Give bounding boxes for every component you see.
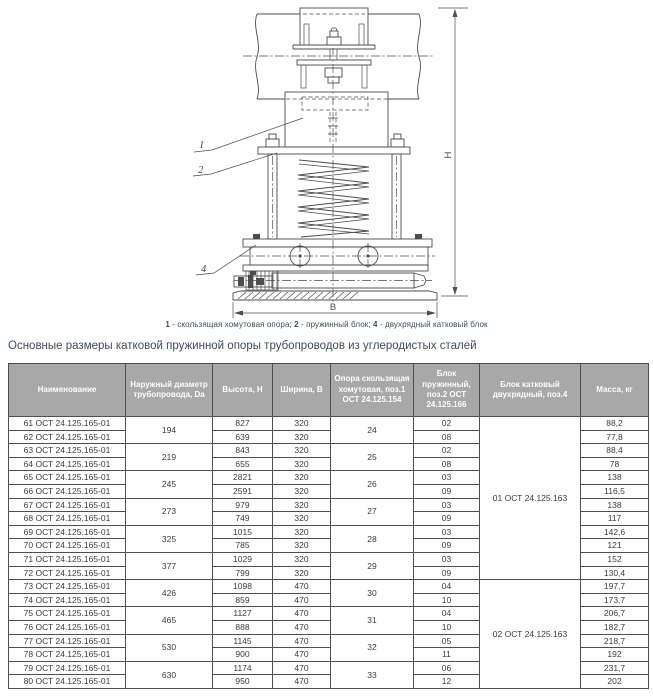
cell-height: 2821 [213,471,273,485]
cell-spring-block: 03 [414,471,480,485]
cell-width: 470 [273,634,331,648]
cell-diameter: 377 [126,552,213,579]
cell-width: 320 [273,512,331,526]
col-header-spring-block: Блок пружинный, поз.2 ОСТ 24.125.166 [414,364,480,417]
cell-diameter: 194 [126,417,213,444]
cell-name: 66 ОСТ 24.125.165-01 [9,484,126,498]
cell-spring-block: 10 [414,620,480,634]
cell-height: 859 [213,593,273,607]
col-header-mass: Масса, кг [581,364,649,417]
cell-mass: 152 [581,552,649,566]
cell-height: 1145 [213,634,273,648]
cell-name: 67 ОСТ 24.125.165-01 [9,498,126,512]
dimensions-table [8,363,649,689]
col-header-diameter: Наружный диаметр трубопровода, Da [126,364,213,417]
cell-diameter: 219 [126,444,213,471]
cell-slide-support: 25 [331,444,414,471]
legend-text-2: - пружинный блок; [298,320,373,329]
cell-name: 77 ОСТ 24.125.165-01 [9,634,126,648]
cell-name: 70 ОСТ 24.125.165-01 [9,539,126,553]
cell-height: 888 [213,620,273,634]
cell-width: 470 [273,648,331,662]
pipe [243,14,433,99]
table-body [9,417,649,689]
support-assembly-drawing [0,0,653,322]
cell-name: 65 ОСТ 24.125.165-01 [9,471,126,485]
cell-spring-block: 09 [414,484,480,498]
spring-block-top-plate [258,134,410,154]
cell-height: 1127 [213,607,273,621]
cell-width: 320 [273,471,331,485]
col-header-height: Высота, Н [213,364,273,417]
dim-b-label: В [329,302,337,313]
cell-width: 320 [273,484,331,498]
pipe-clamp-top [293,8,375,60]
cell-mass: 130,4 [581,566,649,580]
cell-width: 470 [273,675,331,689]
roller-block [234,234,435,290]
cell-spring-block: 06 [414,661,480,675]
cell-height: 950 [213,675,273,689]
cell-width: 320 [273,457,331,471]
col-header-name: Наименование [9,364,126,417]
spring-coil [298,160,369,237]
cell-slide-support: 24 [331,417,414,444]
cell-width: 470 [273,620,331,634]
cell-width: 320 [273,566,331,580]
cell-diameter: 245 [126,471,213,498]
cell-width: 320 [273,552,331,566]
cell-spring-block: 12 [414,675,480,689]
cell-width: 470 [273,580,331,594]
cell-name: 75 ОСТ 24.125.165-01 [9,607,126,621]
dimension-h [438,8,468,296]
cell-name: 69 ОСТ 24.125.165-01 [9,525,126,539]
cell-width: 320 [273,539,331,553]
cell-mass: 182,7 [581,620,649,634]
cell-spring-block: 04 [414,580,480,594]
cell-mass: 206,7 [581,607,649,621]
cell-height: 1098 [213,580,273,594]
cell-spring-block: 09 [414,566,480,580]
cell-height: 1174 [213,661,273,675]
cell-mass: 88,2 [581,417,649,431]
cell-mass: 218,7 [581,634,649,648]
cell-mass: 138 [581,498,649,512]
cell-spring-block: 09 [414,512,480,526]
cell-width: 320 [273,417,331,431]
cell-diameter: 273 [126,498,213,525]
cell-name: 62 ОСТ 24.125.165-01 [9,430,126,444]
cell-name: 73 ОСТ 24.125.165-01 [9,580,126,594]
col-header-roller-block: Блок катковый двухрядный, поз.4 [480,364,581,417]
legend-text-1: - скользящая хомутовая опора; [169,320,295,329]
cell-height: 1029 [213,552,273,566]
cell-height: 2591 [213,484,273,498]
cell-diameter: 465 [126,607,213,634]
cell-name: 74 ОСТ 24.125.165-01 [9,593,126,607]
drawing-legend [0,320,653,329]
cell-mass: 202 [581,675,649,689]
cell-name: 76 ОСТ 24.125.165-01 [9,620,126,634]
slide-support-housing [285,92,388,147]
cell-height: 827 [213,417,273,431]
pos-4-label: 4 [201,264,207,275]
cell-mass: 192 [581,648,649,662]
dimension-b [233,302,437,318]
legend-num-4: 4 [373,320,378,329]
cell-height: 799 [213,566,273,580]
cell-spring-block: 02 [414,417,480,431]
cell-width: 320 [273,498,331,512]
cell-diameter: 325 [126,525,213,552]
cell-width: 320 [273,430,331,444]
cell-width: 470 [273,661,331,675]
position-leaders [193,118,303,275]
pipe-clamp-bottom [297,60,371,88]
cell-mass: 138 [581,471,649,485]
cell-mass: 173,7 [581,593,649,607]
base-plate [233,291,437,300]
cell-slide-support: 31 [331,607,414,634]
cell-diameter: 630 [126,661,213,688]
cell-name: 79 ОСТ 24.125.165-01 [9,661,126,675]
cell-slide-support: 27 [331,498,414,525]
cell-name: 72 ОСТ 24.125.165-01 [9,566,126,580]
cell-name: 63 ОСТ 24.125.165-01 [9,444,126,458]
cell-spring-block: 05 [414,634,480,648]
cell-width: 320 [273,525,331,539]
cell-spring-block: 03 [414,498,480,512]
cell-slide-support: 33 [331,661,414,688]
cell-mass: 197,7 [581,580,649,594]
cell-mass: 117 [581,512,649,526]
cell-roller-block: 01 ОСТ 24.125.163 [480,417,581,580]
legend-num-1: 1 [165,320,170,329]
cell-diameter: 530 [126,634,213,661]
page-title: Основные размеры катковой пружинной опоры трубопроводов из углеродистых сталей [8,340,477,352]
cell-height: 979 [213,498,273,512]
cell-height: 785 [213,539,273,553]
cell-spring-block: 03 [414,525,480,539]
cell-slide-support: 26 [331,471,414,498]
cell-width: 320 [273,444,331,458]
cell-height: 639 [213,430,273,444]
table-header [9,364,649,417]
cell-spring-block: 10 [414,593,480,607]
cell-height: 843 [213,444,273,458]
cell-width: 470 [273,607,331,621]
cell-name: 78 ОСТ 24.125.165-01 [9,648,126,662]
col-header-slide-support: Опора скользящая хомутовая, поз.1 ОСТ 24.125.154 [331,364,414,417]
cell-mass: 78 [581,457,649,471]
cell-roller-block: 02 ОСТ 24.125.163 [480,580,581,689]
cell-name: 71 ОСТ 24.125.165-01 [9,552,126,566]
table-row [9,417,649,431]
cell-height: 749 [213,512,273,526]
cell-spring-block: 09 [414,539,480,553]
cell-height: 655 [213,457,273,471]
cell-name: 61 ОСТ 24.125.165-01 [9,417,126,431]
cell-spring-block: 04 [414,607,480,621]
cell-spring-block: 11 [414,648,480,662]
guide-rods [268,154,401,239]
cell-slide-support: 32 [331,634,414,661]
cell-name: 68 ОСТ 24.125.165-01 [9,512,126,526]
cell-mass: 77,8 [581,430,649,444]
cell-mass: 88,4 [581,444,649,458]
cell-diameter: 426 [126,580,213,607]
cell-spring-block: 02 [414,444,480,458]
col-header-width: Ширина, В [273,364,331,417]
dim-h-label: Н [443,151,454,159]
cell-spring-block: 03 [414,552,480,566]
cell-height: 1015 [213,525,273,539]
cell-mass: 142,6 [581,525,649,539]
legend-text-4: - двухрядный катковый блок [377,320,488,329]
cell-spring-block: 08 [414,430,480,444]
cell-slide-support: 29 [331,552,414,579]
cell-mass: 231,7 [581,661,649,675]
cell-name: 80 ОСТ 24.125.165-01 [9,675,126,689]
cell-height: 900 [213,648,273,662]
pos-1-label: 1 [199,140,205,151]
table-row [9,580,649,594]
cell-slide-support: 30 [331,580,414,607]
legend-num-2: 2 [294,320,299,329]
cell-slide-support: 28 [331,525,414,552]
cell-width: 470 [273,593,331,607]
cell-name: 64 ОСТ 24.125.165-01 [9,457,126,471]
cell-mass: 116,5 [581,484,649,498]
cell-mass: 121 [581,539,649,553]
pos-2-label: 2 [198,165,204,176]
cell-spring-block: 08 [414,457,480,471]
